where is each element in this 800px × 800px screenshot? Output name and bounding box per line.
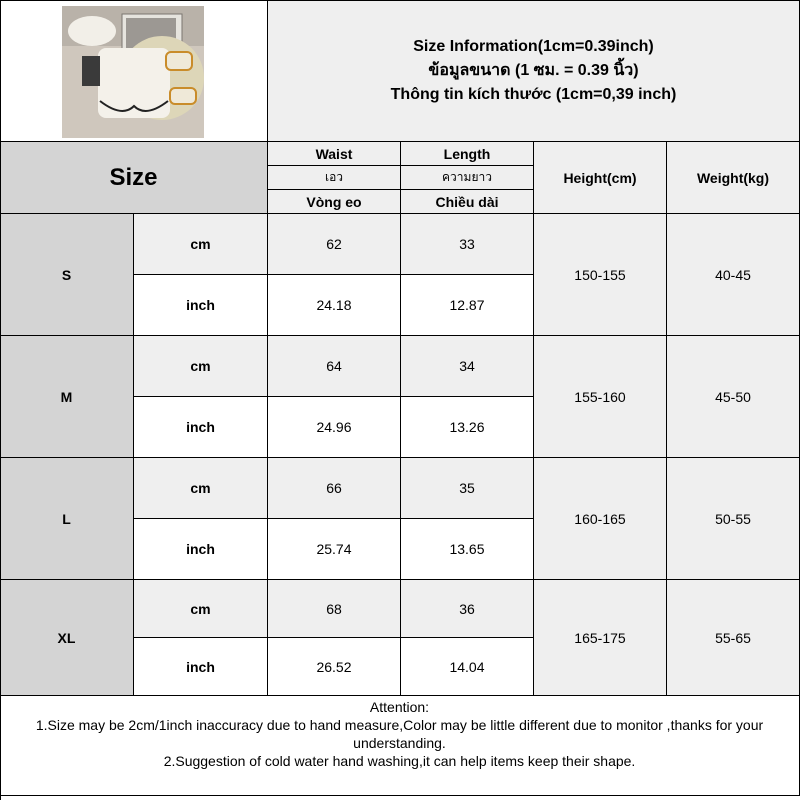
weight-l: 50-55 xyxy=(667,458,800,580)
waist-cm-s: 62 xyxy=(268,214,401,275)
height-header: Height(cm) xyxy=(534,142,667,214)
unit-inch-s: inch xyxy=(134,275,268,336)
unit-cm-l: cm xyxy=(134,458,268,519)
info-line-vietnamese: Thông tin kích thước (1cm=0,39 inch) xyxy=(390,85,677,103)
unit-cm-m: cm xyxy=(134,336,268,397)
waist-header-en: Waist xyxy=(268,142,401,166)
size-label-s: S xyxy=(0,214,134,336)
attention-note-1: 1.Size may be 2cm/1inch inaccuracy due to hand measure,Color may be little different due to monitor ,thanks for your understanding. xyxy=(35,717,764,751)
size-label-m: M xyxy=(0,336,134,458)
height-m: 155-160 xyxy=(534,336,667,458)
length-inch-l: 13.65 xyxy=(401,519,534,580)
height-s: 150-155 xyxy=(534,214,667,336)
length-cm-s: 33 xyxy=(401,214,534,275)
attention-title: Attention: xyxy=(369,699,430,715)
info-line-english: Size Information(1cm=0.39inch) xyxy=(413,37,654,55)
length-header-vi: Chiều dài xyxy=(401,190,534,214)
waist-cm-m: 64 xyxy=(268,336,401,397)
length-cm-xl: 36 xyxy=(401,580,534,638)
size-label-xl: XL xyxy=(0,580,134,696)
waist-inch-m: 24.96 xyxy=(268,397,401,458)
weight-header: Weight(kg) xyxy=(667,142,800,214)
length-header-th: ความยาว xyxy=(401,166,534,190)
size-header: Size xyxy=(0,142,268,214)
unit-cm-s: cm xyxy=(134,214,268,275)
length-cm-m: 34 xyxy=(401,336,534,397)
waist-inch-s: 24.18 xyxy=(268,275,401,336)
unit-inch-m: inch xyxy=(134,397,268,458)
size-label-l: L xyxy=(0,458,134,580)
unit-inch-xl: inch xyxy=(134,638,268,696)
waist-inch-xl: 26.52 xyxy=(268,638,401,696)
waist-inch-l: 25.74 xyxy=(268,519,401,580)
length-header-en: Length xyxy=(401,142,534,166)
height-l: 160-165 xyxy=(534,458,667,580)
weight-s: 40-45 xyxy=(667,214,800,336)
length-cm-l: 35 xyxy=(401,458,534,519)
length-inch-s: 12.87 xyxy=(401,275,534,336)
waist-header-vi: Vòng eo xyxy=(268,190,401,214)
length-inch-m: 13.26 xyxy=(401,397,534,458)
attention-note-2: 2.Suggestion of cold water hand washing,it can help items keep their shape. xyxy=(163,753,636,769)
waist-header-th: เอว xyxy=(268,166,401,190)
product-photo-image xyxy=(62,6,204,138)
unit-cm-xl: cm xyxy=(134,580,268,638)
product-photo xyxy=(62,6,204,138)
unit-inch-l: inch xyxy=(134,519,268,580)
weight-xl: 55-65 xyxy=(667,580,800,696)
waist-cm-xl: 68 xyxy=(268,580,401,638)
size-info-header xyxy=(268,0,800,142)
length-inch-xl: 14.04 xyxy=(401,638,534,696)
waist-cm-l: 66 xyxy=(268,458,401,519)
height-xl: 165-175 xyxy=(534,580,667,696)
info-line-thai: ข้อมูลขนาด (1 ซม. = 0.39 นิ้ว) xyxy=(428,61,639,79)
attention-notes xyxy=(0,696,800,796)
weight-m: 45-50 xyxy=(667,336,800,458)
